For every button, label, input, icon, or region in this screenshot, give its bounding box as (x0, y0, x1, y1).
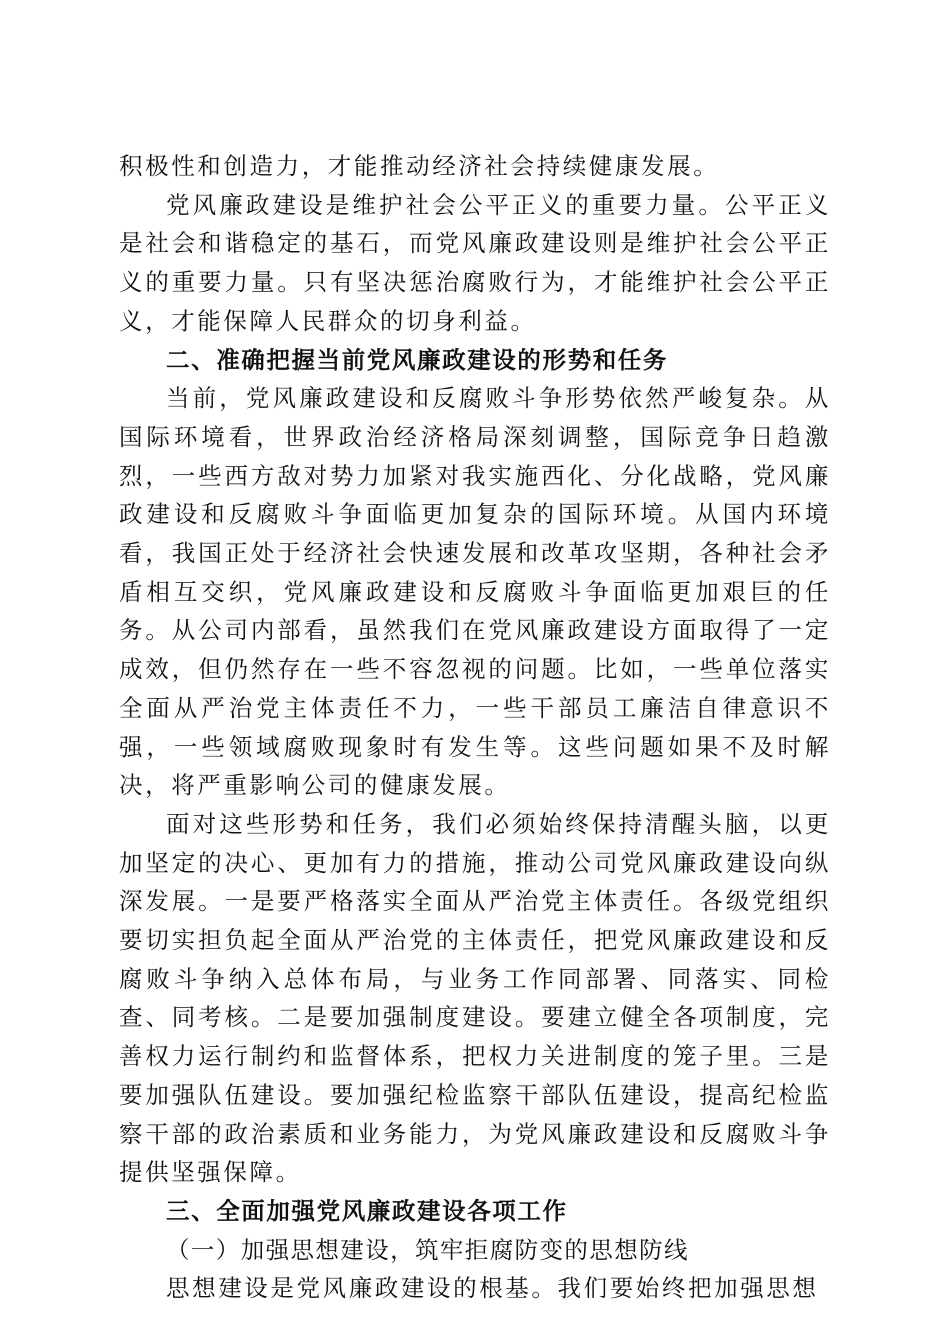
paragraph: 当前，党风廉政建设和反腐败斗争形势依然严峻复杂。从国际环境看，世界政治经济格局深刻调整，国际竞争日趋激烈，一些西方敌对势力加紧对我实施西化、分化战略，党风廉政建设和反腐败斗争面临更加复杂的国际环境。从国内环境看，我国正处于经济社会快速发展和改革攻坚期，各种社会矛盾相互交织，党风廉政建设和反腐败斗争面临更加艰巨的任务。从公司内部看，虽然我们在党风廉政建设方面取得了一定成效，但仍然存在一些不容忽视的问题。比如，一些单位落实全面从严治党主体责任不力，一些干部员工廉洁自律意识不强，一些领域腐败现象时有发生等。这些问题如果不及时解决，将严重影响公司的健康发展。 (119, 384, 831, 800)
document-body (119, 147, 831, 1308)
paragraph: 面对这些形势和任务，我们必须始终保持清醒头脑，以更加坚定的决心、更加有力的措施，推动公司党风廉政建设向纵深发展。一是要严格落实全面从严治党主体责任。各级党组织要切实担负起全面从严治党的主体责任，把党风廉政建设和反腐败斗争纳入总体布局，与业务工作同部署、同落实、同检查、同考核。二是要加强制度建设。要建立健全各项制度，完善权力运行制约和监督体系，把权力关进制度的笼子里。三是要加强队伍建设。要加强纪检监察干部队伍建设，提高纪检监察干部的政治素质和业务能力，为党风廉政建设和反腐败斗争提供坚强保障。 (119, 809, 831, 1187)
paragraph: 党风廉政建设是维护社会公平正义的重要力量。公平正义是社会和谐稳定的基石，而党风廉政建设则是维护社会公平正义的重要力量。只有坚决惩治腐败行为，才能维护社会公平正义，才能保障人民群众的切身利益。 (119, 190, 831, 335)
paragraph: 思想建设是党风廉政建设的根基。我们要始终把加强思想 (166, 1274, 819, 1303)
section-heading: 三、全面加强党风廉政建设各项工作 (166, 1196, 568, 1225)
subsection-heading: （一）加强思想建设，筑牢拒腐防变的思想防线 (166, 1235, 689, 1264)
paragraph: 积极性和创造力，才能推动经济社会持续健康发展。 (119, 152, 720, 180)
section-heading: 二、准确把握当前党风廉政建设的形势和任务 (166, 345, 668, 374)
